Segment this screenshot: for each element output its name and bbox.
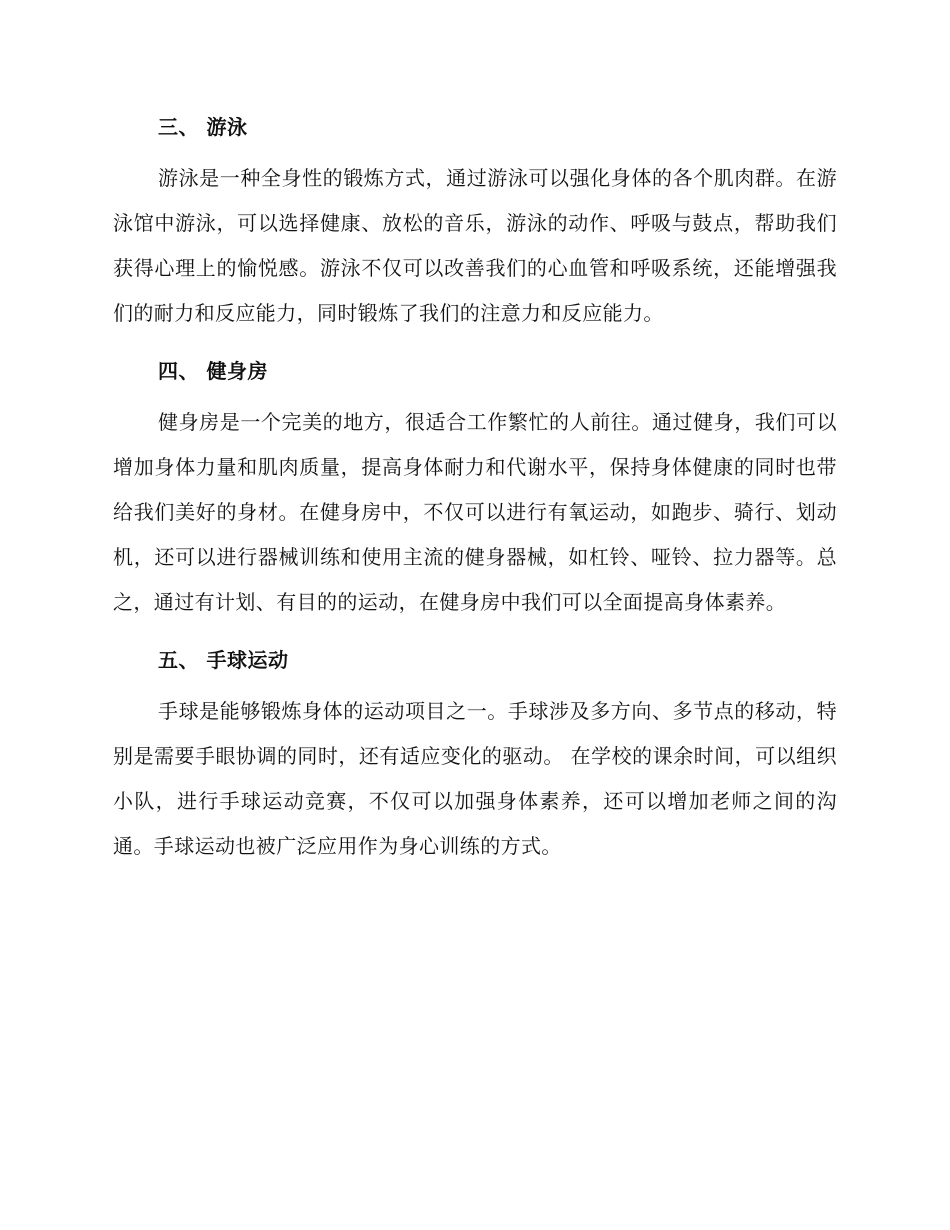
section-gym xyxy=(113,354,837,625)
section-heading: 四、 健身房 xyxy=(158,359,268,383)
section-swimming xyxy=(113,110,837,336)
section-handball xyxy=(113,643,837,869)
document-content xyxy=(113,110,837,869)
section-paragraph: 健身房是一个完美的地方，很适合工作繁忙的人前往。通过健身，我们可以增加身体力量和肌肉质量，提高身体耐力和代谢水平，保持身体健康的同时也带给我们美好的身材。在健身房中，不仅可以进行有氧运动，如跑步、骑行、划动机，还可以进行器械训练和使用主流的健身器械，如杠铃、哑铃、拉力器等。总之，通过有计划、有目的的运动，在健身房中我们可以全面提高身体素养。 xyxy=(113,410,837,614)
section-heading: 五、 手球运动 xyxy=(158,648,289,672)
section-heading: 三、 游泳 xyxy=(158,115,248,139)
section-paragraph: 游泳是一种全身性的锻炼方式，通过游泳可以强化身体的各个肌肉群。在游泳馆中游泳，可以选择健康、放松的音乐，游泳的动作、呼吸与鼓点，帮助我们获得心理上的愉悦感。游泳不仅可以改善我们的心血管和呼吸系统，还能增强我们的耐力和反应能力，同时锻炼了我们的注意力和反应能力。 xyxy=(113,166,837,325)
section-paragraph: 手球是能够锻炼身体的运动项目之一。手球涉及多方向、多节点的移动，特别是需要手眼协调的同时，还有适应变化的驱动。 在学校的课余时间，可以组织小队，进行手球运动竞赛，不仅可以加强身体素养，还可以增加老师之间的沟通。手球运动也被广泛应用作为身心训练的方式。 xyxy=(113,699,837,858)
